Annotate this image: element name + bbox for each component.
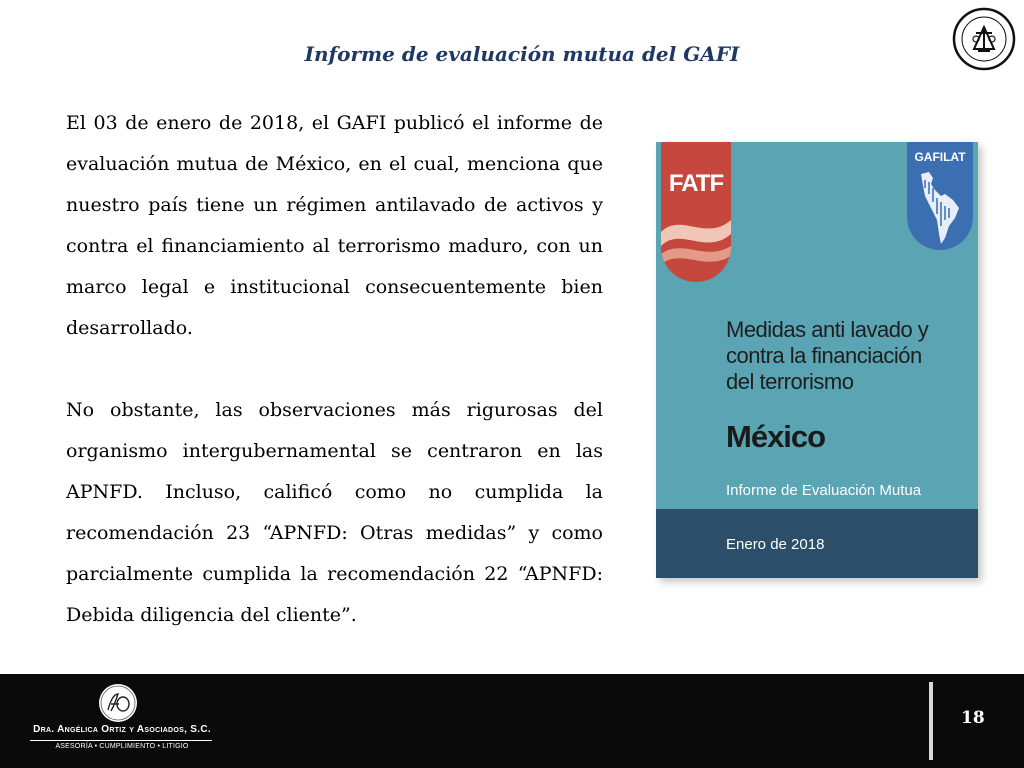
cover-date-band [656, 509, 978, 578]
cover-title [726, 317, 966, 395]
cover-date: Enero de 2018 [726, 536, 825, 553]
cover-title-line: Medidas anti lavado y [726, 317, 929, 342]
paragraph-evaluation: El 03 de enero de 2018, el GAFI publicó el informe de evaluación mutua de México, en el cual, menciona que nuestro país tiene un régimen antilavado de activos y contra el financiamiento al terrorismo maduro, con un marco legal e institucional consecuentemente bien desarrollado. [66, 112, 603, 339]
fatf-badge [661, 142, 731, 282]
cover-title-line: del terrorismo [726, 369, 854, 394]
cover-country: México [726, 419, 826, 454]
gafilat-badge [907, 142, 973, 250]
gafilat-label: GAFILAT [914, 150, 966, 164]
paragraph-observations: No obstante, las observaciones más rigurosas del organismo intergubernamental se centraron en las APNFD. Incluso, calificó como no cumplida la recomendación 23 “APNFD: Otras medidas” y como parcialmente cumplida la recomendación 22 “APNFD: Debida diligencia del cliente”. [66, 399, 603, 626]
report-cover [656, 142, 978, 578]
americas-map-icon [915, 168, 965, 248]
court-seal-icon [952, 7, 1016, 71]
ao-monogram-icon [99, 684, 137, 722]
cover-subtitle: Informe de Evaluación Mutua [726, 482, 922, 499]
slide-title: Informe de evaluación mutua del GAFI [304, 42, 740, 66]
page-number: 18 [961, 708, 985, 728]
footer-rule [30, 740, 212, 741]
footer-divider [929, 682, 933, 760]
firm-tagline: ASESORÍA • CUMPLIMIENTO • LITIGIO [55, 743, 189, 750]
fatf-wave-icon [661, 212, 731, 282]
body-text [66, 103, 603, 636]
cover-title-line: contra la financiación [726, 343, 922, 368]
fatf-label: FATF [668, 170, 724, 197]
footer-bar [0, 674, 1024, 768]
firm-name: Dra. Angélica Ortiz y Asociados, S.C. [33, 724, 211, 735]
